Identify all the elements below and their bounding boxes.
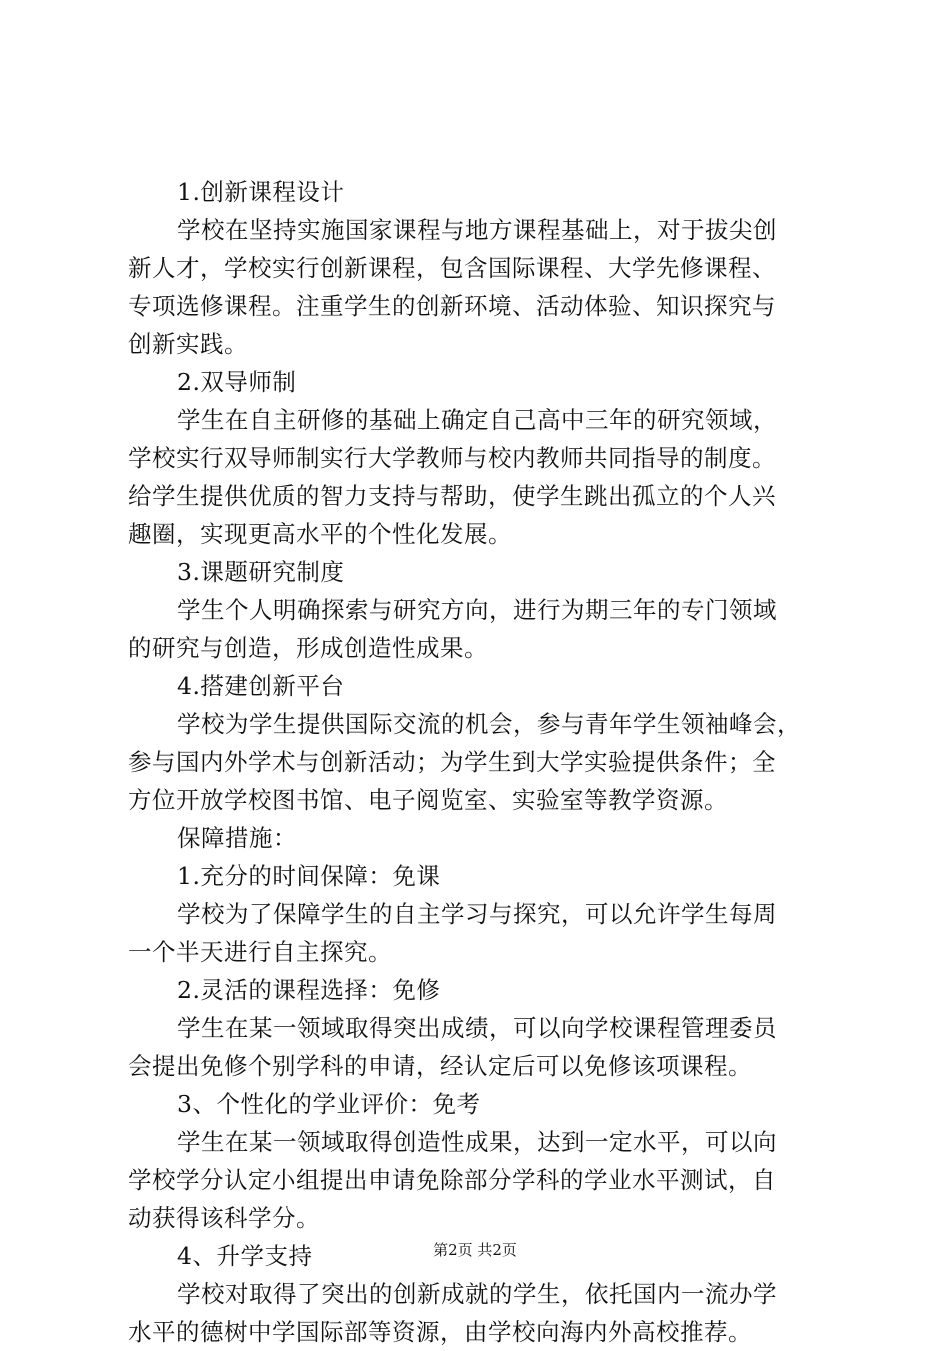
text-line: 水平的德树中学国际部等资源，由学校向海内外高校推荐。 (128, 1318, 752, 1346)
text-line: 专项选修课程。注重学生的创新环境、活动体验、知识探究与 (128, 292, 776, 320)
text-line: 学生个人明确探索与研究方向，进行为期三年的专门领域 (177, 596, 777, 624)
text-line: 学校实行双导师制实行大学教师与校内教师共同指导的制度。 (128, 444, 776, 472)
text-line: 2.灵活的课程选择：免修 (177, 976, 441, 1004)
text-line: 4、升学支持 (177, 1242, 313, 1270)
text-line: 学校为学生提供国际交流的机会，参与青年学生领袖峰会， (177, 710, 801, 738)
text-line: 学校对取得了突出的创新成就的学生，依托国内一流办学 (177, 1280, 777, 1308)
text-line: 学生在某一领域取得突出成绩，可以向学校课程管理委员 (177, 1014, 777, 1042)
text-line: 新人才，学校实行创新课程，包含国际课程、大学先修课程、 (128, 254, 776, 282)
text-line: 1.充分的时间保障：免课 (177, 862, 441, 890)
text-line: 给学生提供优质的智力支持与帮助，使学生跳出孤立的个人兴 (128, 482, 776, 510)
text-line: 趣圈，实现更高水平的个性化发展。 (128, 520, 512, 548)
text-line: 学校学分认定小组提出申请免除部分学科的学业水平测试，自 (128, 1166, 776, 1194)
document-body (128, 173, 828, 1351)
text-line: 一个半天进行自主探究。 (128, 938, 392, 966)
text-line: 3.课题研究制度 (177, 558, 345, 586)
text-line: 保障措施： (177, 824, 297, 852)
page-footer: 第2页 共2页 (433, 1241, 517, 1259)
text-line: 的研究与创造，形成创造性成果。 (128, 634, 488, 662)
text-line: 3、个性化的学业评价：免考 (177, 1090, 481, 1118)
text-line: 会提出免修个别学科的申请，经认定后可以免修该项课程。 (128, 1052, 752, 1080)
text-line: 学生在某一领域取得创造性成果，达到一定水平，可以向 (177, 1128, 777, 1156)
text-line: 动获得该科学分。 (128, 1204, 320, 1232)
text-line: 2.双导师制 (177, 368, 297, 396)
text-line: 1.创新课程设计 (177, 178, 345, 206)
text-line: 学生在自主研修的基础上确定自己高中三年的研究领域， (177, 406, 777, 434)
text-line: 方位开放学校图书馆、电子阅览室、实验室等教学资源。 (128, 786, 728, 814)
text-line: 4.搭建创新平台 (177, 672, 345, 700)
text-line: 学校在坚持实施国家课程与地方课程基础上，对于拔尖创 (177, 216, 777, 244)
text-line: 学校为了保障学生的自主学习与探究，可以允许学生每周 (177, 900, 777, 928)
text-line: 参与国内外学术与创新活动；为学生到大学实验提供条件；全 (128, 748, 776, 776)
text-line: 创新实践。 (128, 330, 248, 358)
